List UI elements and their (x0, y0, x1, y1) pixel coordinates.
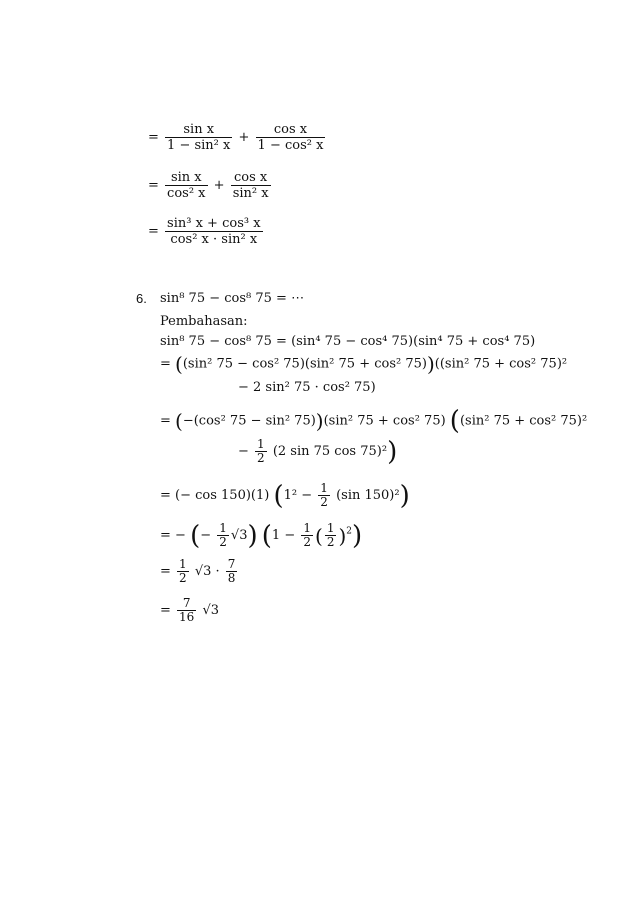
denominator: cos² x · sin² x (170, 232, 258, 247)
denominator: 16 (179, 610, 195, 624)
numerator: 1 (326, 521, 335, 535)
numerator: 1 (303, 521, 311, 535)
step-text: −(cos² 75 − sin² 75) (182, 413, 316, 429)
denominator: 2 (179, 571, 187, 585)
step-text: (sin 150)² (336, 488, 400, 503)
fraction (177, 597, 196, 624)
solution-step-2-continued: − 2 sin² 75 · cos² 75) (238, 380, 376, 395)
fraction (256, 122, 326, 153)
solution-step-7 (160, 597, 219, 624)
fraction (177, 558, 189, 585)
denominator: 8 (227, 571, 236, 585)
numerator: cos x (256, 122, 326, 138)
right-paren: ) (247, 520, 258, 551)
fraction (318, 482, 330, 509)
solution-step-6 (160, 558, 239, 585)
left-paren: ( (449, 406, 460, 436)
equals-sign: = (160, 564, 171, 579)
fraction (301, 522, 313, 549)
step-text: √3 (230, 528, 248, 543)
solution-step-1: sin⁸ 75 − cos⁸ 75 = (sin⁴ 75 − cos⁴ 75)(sin⁴ 75 + cos⁴ 75) (160, 334, 536, 349)
solution-step-3 (160, 408, 587, 434)
denominator: 2 (326, 535, 335, 549)
fraction (165, 170, 207, 201)
equation-line-2 (148, 170, 273, 201)
denominator: 2 (303, 535, 311, 549)
solution-step-2 (160, 354, 567, 374)
equation-line-3 (148, 216, 265, 247)
minus-sign: − (238, 444, 249, 459)
step-prefix: = (160, 413, 176, 429)
step-text: = (− cos 150)(1) (160, 488, 270, 503)
equals-sign: = (160, 603, 171, 618)
step-text: (sin² 75 + cos² 75)² (459, 413, 588, 429)
plus-sign: + (238, 130, 250, 145)
solution-step-4 (160, 482, 410, 509)
step-text: (2 sin 75 cos 75)² (272, 444, 388, 459)
denominator: 2 (219, 535, 227, 549)
numerator: 7 (227, 557, 236, 571)
step-text: 1² − (283, 488, 313, 503)
numerator: 7 (177, 597, 196, 611)
fraction (217, 522, 229, 549)
left-paren: ( (261, 520, 272, 551)
left-paren: ( (175, 409, 183, 433)
problem-number (136, 291, 147, 308)
equals-sign: = (148, 130, 159, 145)
step-prefix: = (160, 356, 176, 372)
numerator: 1 (179, 557, 187, 571)
step-text: (sin² 75 − cos² 75)(sin² 75 + cos² 75) (182, 356, 427, 372)
step-text: √3 · (194, 564, 220, 579)
denominator: 2 (257, 451, 265, 465)
plus-sign: + (213, 178, 225, 193)
exponent: 2 (346, 526, 352, 537)
denominator: 1 − sin² x (167, 138, 231, 153)
left-paren: ( (190, 520, 201, 551)
right-paren: ) (399, 480, 410, 511)
left-paren: ( (315, 523, 323, 548)
step-text: (sin² 75 + cos² 75) (323, 413, 450, 429)
numerator: sin x (165, 122, 232, 138)
denominator: sin² x (232, 186, 269, 201)
step-text: 1 − (271, 528, 296, 543)
fraction (165, 122, 232, 153)
denominator: 1 − cos² x (257, 138, 324, 153)
solution-step-3-continued (238, 438, 397, 465)
right-paren: ) (387, 436, 398, 467)
fraction (325, 522, 337, 549)
right-paren: ) (426, 352, 435, 376)
fraction (231, 170, 271, 201)
minus-sign: − (200, 528, 212, 543)
problem-statement: sin⁸ 75 − cos⁸ 75 = ⋯ (160, 291, 305, 306)
step-text: = − (160, 528, 186, 543)
numerator: sin³ x + cos³ x (167, 216, 261, 231)
equals-sign: = (148, 178, 159, 193)
fraction (226, 558, 238, 585)
denominator: cos² x (167, 186, 206, 201)
numerator: sin x (165, 170, 207, 186)
solution-heading: Pembahasan: (160, 314, 248, 329)
numerator: 1 (257, 437, 265, 451)
step-text: ((sin² 75 + cos² 75)² (434, 356, 568, 372)
left-paren: ( (175, 352, 183, 376)
numerator: cos x (231, 170, 271, 186)
solution-step-5 (160, 522, 362, 549)
item-number: 6. (136, 291, 147, 306)
numerator: 1 (320, 481, 328, 495)
fraction (165, 216, 263, 247)
numerator: 1 (219, 521, 227, 535)
right-paren: ) (315, 409, 324, 433)
right-paren: ) (352, 520, 363, 551)
fraction (255, 438, 267, 465)
left-paren: ( (273, 480, 284, 511)
denominator: 2 (320, 495, 328, 509)
equals-sign: = (148, 224, 159, 239)
right-paren: ) (338, 523, 347, 548)
equation-line-1 (148, 122, 327, 153)
step-text: √3 (202, 603, 220, 618)
